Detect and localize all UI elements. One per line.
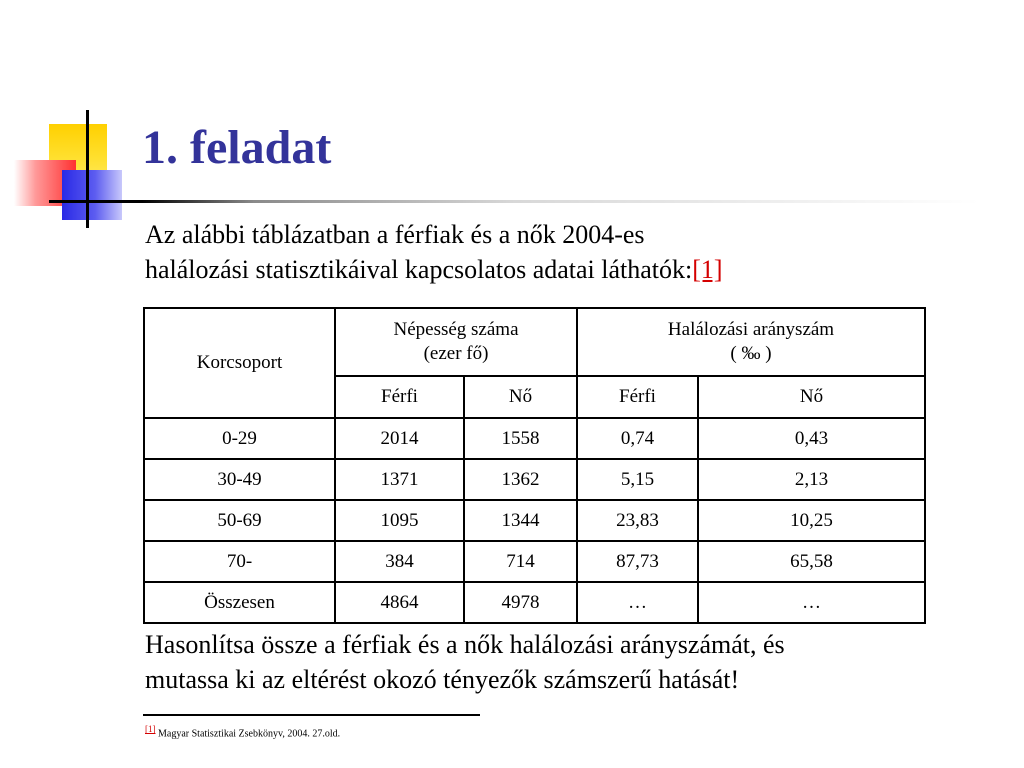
cell-population-female: 1362 — [464, 459, 577, 500]
task-line-1: Hasonlítsa össze a férfiak és a nők halálozási arányszámát, és — [145, 630, 785, 659]
task-paragraph — [145, 627, 785, 697]
footnote-reference-link[interactable]: [1] — [692, 255, 723, 284]
header-age-group: Korcsoport — [144, 308, 335, 418]
table-header-row — [144, 308, 925, 376]
table-row — [144, 500, 925, 541]
subheader-rate-female: Nő — [698, 376, 925, 418]
header-population-line-1: Népesség száma — [393, 319, 519, 340]
header-mortality-rate — [577, 308, 925, 376]
footnote — [145, 722, 340, 741]
cell-rate-male: 23,83 — [577, 500, 698, 541]
table-row — [144, 459, 925, 500]
mortality-statistics-table — [143, 307, 926, 624]
slide-title: 1. feladat — [142, 121, 332, 174]
subheader-population-male: Férfi — [335, 376, 464, 418]
cell-rate-female: 0,43 — [698, 418, 925, 459]
table-row — [144, 541, 925, 582]
cell-population-female: 714 — [464, 541, 577, 582]
intro-line-1: Az alábbi táblázatban a férfiak és a nők 2004-es — [145, 220, 645, 249]
footnote-separator — [143, 714, 480, 716]
cell-rate-male: 0,74 — [577, 418, 698, 459]
cell-age-group: 70- — [144, 541, 335, 582]
subheader-rate-male: Férfi — [577, 376, 698, 418]
decoration-blue-square — [62, 170, 122, 220]
cell-rate-female: 2,13 — [698, 459, 925, 500]
cell-population-female: 4978 — [464, 582, 577, 623]
header-population — [335, 308, 577, 376]
cell-population-male: 384 — [335, 541, 464, 582]
cell-rate-female: 65,58 — [698, 541, 925, 582]
cell-rate-male: 87,73 — [577, 541, 698, 582]
cell-population-female: 1558 — [464, 418, 577, 459]
table-row — [144, 418, 925, 459]
header-mortality-line-1: Halálozási arányszám — [667, 319, 835, 340]
decoration-vertical-line — [86, 110, 89, 228]
cell-rate-male: 5,15 — [577, 459, 698, 500]
footnote-text: Magyar Statisztikai Zsebkönyv, 2004. 27.old. — [158, 728, 341, 740]
cell-population-male: 4864 — [335, 582, 464, 623]
cell-population-male: 1095 — [335, 500, 464, 541]
cell-population-male: 2014 — [335, 418, 464, 459]
subheader-population-female: Nő — [464, 376, 577, 418]
cell-population-male: 1371 — [335, 459, 464, 500]
cell-age-group: 0-29 — [144, 418, 335, 459]
header-population-line-2: (ezer fő) — [423, 343, 489, 364]
decoration-horizontal-line — [49, 200, 980, 203]
table-row-total — [144, 582, 925, 623]
cell-age-group: 30-49 — [144, 459, 335, 500]
cell-age-group: Összesen — [144, 582, 335, 623]
header-mortality-line-2: ( ‰ ) — [730, 343, 772, 364]
cell-rate-female: … — [698, 582, 925, 623]
intro-paragraph — [145, 217, 723, 287]
cell-rate-female: 10,25 — [698, 500, 925, 541]
cell-population-female: 1344 — [464, 500, 577, 541]
cell-age-group: 50-69 — [144, 500, 335, 541]
intro-line-2: halálozási statisztikáival kapcsolatos adatai láthatók: — [145, 255, 693, 284]
cell-rate-male: … — [577, 582, 698, 623]
footnote-mark-link[interactable]: [1] — [145, 724, 156, 734]
task-line-2: mutassa ki az eltérést okozó tényezők számszerű hatását! — [145, 665, 740, 694]
